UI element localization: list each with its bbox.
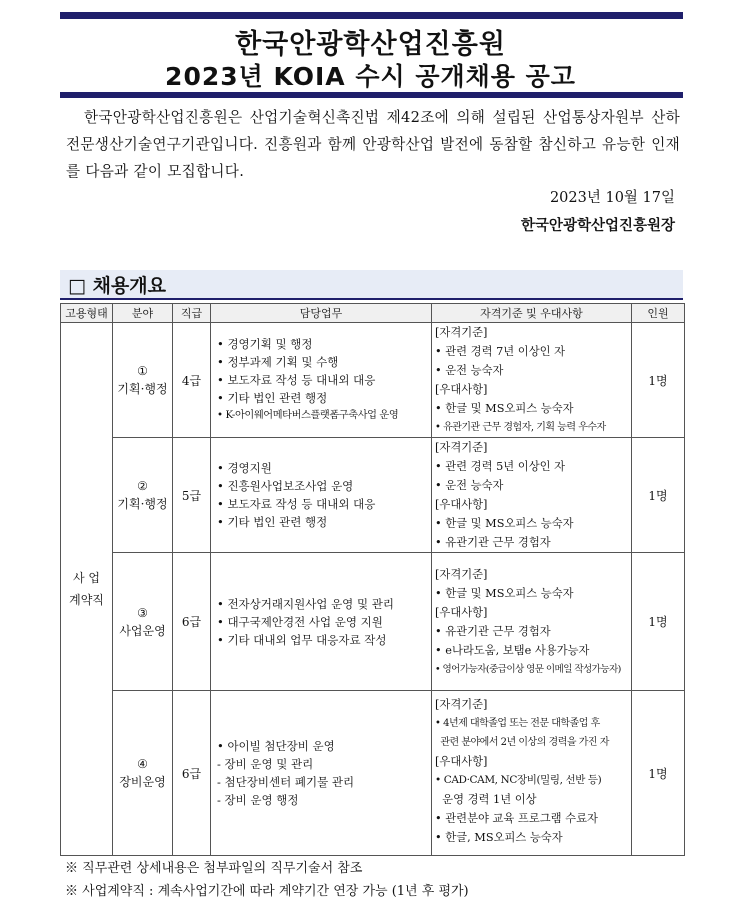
qualifications-cell [432, 323, 632, 438]
qualification-line: [자격기준] [435, 441, 488, 454]
duty-item: • 전자상거래지원사업 운영 및 관리 [217, 596, 394, 611]
duty-item: • 경영지원 [217, 461, 272, 475]
section-title: □ 채용개요 [68, 275, 166, 297]
table-row [61, 691, 685, 856]
qualification-line: [우대사항] [435, 498, 488, 511]
duty-item: • 기타 대내외 업무 대응자료 작성 [217, 632, 387, 647]
qualification-line: • 유관기관 근무 경험자 [435, 536, 551, 549]
field-cell [113, 553, 173, 691]
qualification-line: [우대사항] [435, 606, 488, 619]
header-headcount: 인원 [632, 304, 685, 323]
field-number: ④ [137, 757, 148, 771]
employment-type-line: 사 업 [73, 571, 100, 585]
section-header [60, 270, 683, 298]
field-number: ② [137, 479, 148, 493]
duties-cell [211, 323, 432, 438]
qualification-line: 관련 분야에서 2년 이상의 경력을 가진 자 [435, 737, 609, 748]
notice-date: 2023년 10월 17일 [549, 190, 675, 206]
qualification-line: • 유관기관 근무 경험자 [435, 625, 551, 638]
qualification-line: • 유관기관 근무 경험자, 기획 능력 우수자 [435, 422, 606, 433]
header-field: 분야 [113, 304, 173, 323]
qualification-line: [자격기준] [435, 568, 488, 581]
headcount-cell: 1명 [632, 691, 685, 856]
notice-signer: 한국안광학산업진흥원장 [520, 217, 675, 234]
duty-item: • 기타 법인 관련 행정 [217, 391, 328, 405]
duty-item: • 경영기획 및 행정 [217, 337, 313, 351]
duties-cell [211, 438, 432, 553]
grade-cell: 5급 [173, 438, 211, 553]
field-cell [113, 691, 173, 856]
table-header-row [61, 304, 685, 323]
qualification-line: [우대사항] [435, 755, 488, 768]
duty-item: - 장비 운영 및 관리 [217, 757, 314, 771]
grade-cell: 6급 [173, 553, 211, 691]
footnote: ※ 사업계약직 : 계속사업기간에 따라 계약기간 연장 가능 (1년 후 평가) [65, 884, 469, 899]
qualification-line: • 한글 및 MS오피스 능숙자 [435, 587, 574, 600]
duties-cell [211, 691, 432, 856]
page-title: 한국안광학산업진흥원 [235, 29, 506, 60]
grade-cell: 4급 [173, 323, 211, 438]
recruitment-table [60, 303, 685, 856]
section-rule [60, 298, 683, 300]
duty-item: - 첨단장비센터 폐기물 관리 [217, 775, 355, 789]
qualification-line: • e나라도움, 보탬e 사용가능자 [435, 644, 590, 657]
qualification-line: [자격기준] [435, 698, 488, 711]
duty-item: • K-아이웨어메타버스플랫폼구축사업 운영 [217, 410, 399, 421]
qualification-line: • 관련 경력 5년 이상인 자 [435, 460, 566, 473]
header-employment-type: 고용형태 [61, 304, 113, 323]
header-qualifications: 자격기준 및 우대사항 [432, 304, 632, 323]
field-name: 장비운영 [119, 775, 166, 789]
footnote: ※ 직무관련 상세내용은 첨부파일의 직무기술서 참조 [65, 861, 363, 876]
title-top-rule [60, 12, 683, 19]
qualification-line: • 영어가능자(중급이상 영문 이메일 작성가능자) [435, 664, 621, 675]
qualifications-cell [432, 553, 632, 691]
qualification-line: [우대사항] [435, 383, 488, 396]
qualification-line: • 4년제 대학졸업 또는 전문 대학졸업 후 [435, 718, 600, 729]
headcount-cell: 1명 [632, 323, 685, 438]
header-grade: 직급 [173, 304, 211, 323]
duty-item: • 대구국제안경전 사업 운영 지원 [217, 614, 383, 629]
qualifications-cell [432, 691, 632, 856]
grade-cell: 6급 [173, 691, 211, 856]
qualification-line: • 한글 및 MS오피스 능숙자 [435, 517, 574, 530]
qualification-line: • 운전 능숙자 [435, 364, 504, 377]
field-number: ③ [137, 605, 148, 620]
qualifications-cell [432, 438, 632, 553]
duties-cell [211, 553, 432, 691]
footnotes [65, 857, 469, 903]
qualification-line: • 관련분야 교육 프로그램 수료자 [435, 812, 598, 825]
qualification-line: • 관련 경력 7년 이상인 자 [435, 345, 566, 358]
duty-item: - 장비 운영 행정 [217, 793, 299, 807]
duty-item: • 보도자료 작성 등 대내외 대응 [217, 497, 376, 511]
headcount-cell: 1명 [632, 438, 685, 553]
field-number: ① [137, 364, 148, 378]
employment-type-line: 계약직 [69, 593, 104, 607]
duty-item: • 보도자료 작성 등 대내외 대응 [217, 373, 376, 387]
table-row [61, 323, 685, 438]
field-name: 기획·행정 [117, 497, 168, 511]
field-cell [113, 438, 173, 553]
qualification-line: • 한글, MS오피스 능숙자 [435, 831, 563, 844]
duty-item: • 정부과제 기획 및 수행 [217, 355, 339, 369]
qualification-line: 운영 경력 1년 이상 [435, 793, 537, 806]
field-cell [113, 323, 173, 438]
qualification-line: • CAD·CAM, NC장비(밀링, 선반 등) [435, 774, 602, 786]
field-name: 사업운영 [119, 623, 166, 638]
table-row [61, 438, 685, 553]
title-bottom-rule [60, 92, 683, 98]
qualification-line: • 운전 능숙자 [435, 479, 504, 492]
field-name: 기획·행정 [117, 382, 168, 396]
qualification-line: • 한글 및 MS오피스 능숙자 [435, 402, 574, 415]
qualification-line: [자격기준] [435, 326, 488, 339]
table-row [61, 553, 685, 691]
duty-item: • 기타 법인 관련 행정 [217, 515, 328, 529]
duty-item: • 진흥원사업보조사업 운영 [217, 479, 354, 493]
header-duties: 담당업무 [211, 304, 432, 323]
headcount-cell: 1명 [632, 553, 685, 691]
duty-item: • 아이빌 첨단장비 운영 [217, 739, 335, 753]
page-subtitle: 2023년 KOIA 수시 공개채용 공고 [165, 62, 576, 91]
intro-paragraph: 한국안광학산업진흥원은 산업기술혁신촉진법 제42조에 의해 설립된 산업통상자원부 산하 전문생산기술연구기관입니다. 진흥원과 함께 안광학산업 발전에 동참할 참신하고 유능한 인재를 다음과 같이 모집합니다. [66, 109, 680, 180]
employment-type-cell [61, 323, 113, 856]
